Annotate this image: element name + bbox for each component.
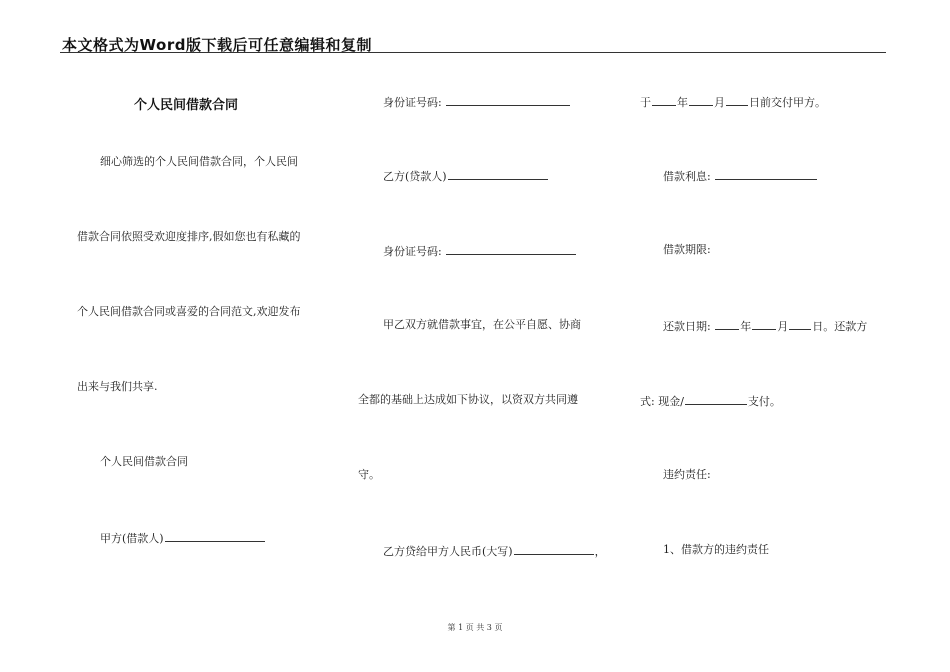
method-blank [685,393,747,405]
document-title: 个人民间借款合同 [134,98,239,113]
interest-label: 借款利息: [663,170,711,183]
party-b-blank [448,168,548,180]
party-a-label: 甲方(借款人) [100,532,164,545]
intro-line-1: 细心筛选的个人民间借款合同，个人民间 [100,155,298,168]
delivery-year-blank [652,94,676,106]
party-a-line [100,530,266,546]
page-number: 第 1 页 共 3 页 [447,623,503,632]
repay-month-label: 月 [777,320,789,333]
payment-method-line [640,393,781,409]
delivery-date-line [640,94,826,110]
delivery-prefix: 于 [640,96,651,109]
id-b-label: 身份证号码: [383,245,442,258]
delivery-month-blank [689,94,713,106]
loan-term-label: 借款期限: [663,243,711,256]
repay-year-blank [715,318,739,330]
delivery-month-label: 月 [714,96,725,109]
intro-line-4: 出来与我们共享. [77,380,158,393]
id-b-line [383,243,577,259]
loan-amount-line [383,543,606,559]
party-b-label: 乙方(贷款人) [383,170,447,183]
agreement-line-3: 守。 [358,468,380,481]
repay-month-blank [752,318,776,330]
delivery-year-label: 年 [677,96,688,109]
loan-amount-label: 乙方贷给甲方人民币(大写) [383,545,513,558]
intro-line-3: 个人民间借款合同或喜爱的合同范文,欢迎发布 [77,305,301,318]
delivery-day-blank [726,94,748,106]
repay-suffix: 日。还款方 [812,320,868,333]
interest-line [663,168,818,184]
agreement-line-1: 甲乙双方就借款事宜，在公平自愿、协商 [383,318,581,331]
intro-line-2: 借款合同依照受欢迎度排序,假如您也有私藏的 [77,230,301,243]
breach-heading: 违约责任: [663,468,711,481]
delivery-suffix: 日前交付甲方。 [749,96,826,109]
id-a-line [383,94,571,110]
breach-item-1: 1、借款方的违约责任 [663,543,769,556]
interest-blank [715,168,817,180]
id-b-blank [446,243,576,255]
method-prefix: 式: 现金/ [640,395,684,408]
repay-year-label: 年 [740,320,752,333]
repay-day-blank [789,318,811,330]
document-header: 本文格式为Word版下载后可任意编辑和复制 [62,36,372,54]
contract-subtitle: 个人民间借款合同 [100,455,188,468]
repayment-date-line [663,318,867,334]
repay-prefix: 还款日期: [663,320,711,333]
id-a-blank [446,94,570,106]
loan-amount-comma: ， [594,545,606,558]
id-a-label: 身份证号码: [383,96,442,109]
header-divider [60,52,886,53]
party-a-blank [165,530,265,542]
agreement-line-2: 全都的基础上达成如下协议，以资双方共同遵 [358,393,578,406]
party-b-line [383,168,549,184]
loan-amount-blank [514,543,594,555]
method-suffix: 支付。 [747,395,781,408]
